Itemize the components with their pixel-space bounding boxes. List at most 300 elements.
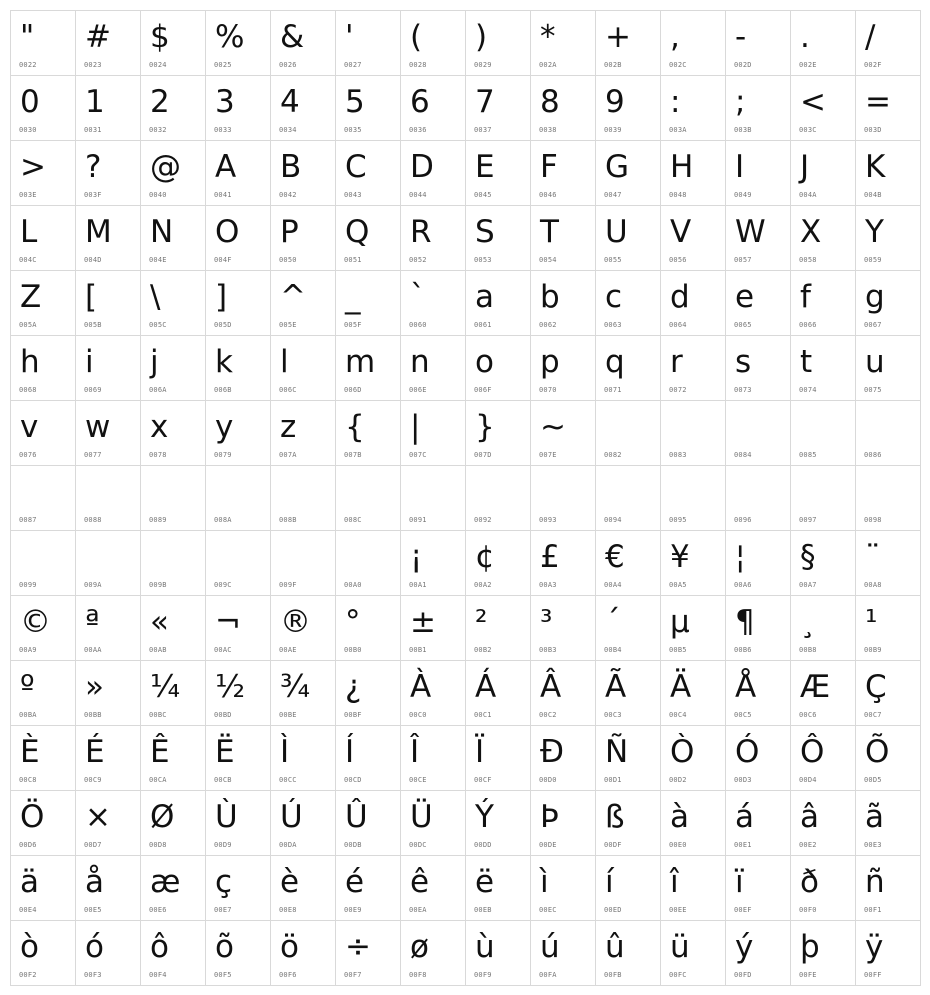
glyph-character: €: [605, 539, 625, 575]
glyph-codepoint: 009C: [214, 581, 232, 589]
glyph-codepoint: 00B0: [344, 646, 362, 654]
glyph-codepoint: 00BD: [214, 711, 232, 719]
glyph-codepoint: 0063: [604, 321, 622, 329]
glyph-character: L: [20, 214, 38, 250]
glyph-codepoint: 00C7: [864, 711, 882, 719]
glyph-character: N: [150, 214, 174, 250]
glyph-character: =: [865, 84, 891, 120]
glyph-character: ½: [215, 669, 246, 705]
glyph-cell: [466, 921, 531, 986]
glyph-cell: [791, 921, 856, 986]
glyph-codepoint: 0045: [474, 191, 492, 199]
glyph-character: Á: [475, 669, 497, 705]
glyph-character: ä: [20, 864, 39, 900]
glyph-codepoint: 0064: [669, 321, 687, 329]
glyph-codepoint: 0056: [669, 256, 687, 264]
glyph-cell: [726, 11, 791, 76]
glyph-cell: [661, 596, 726, 661]
glyph-codepoint: 006E: [409, 386, 427, 394]
glyph-cell: [466, 596, 531, 661]
glyph-codepoint: 00A1: [409, 581, 427, 589]
glyph-codepoint: 002A: [539, 61, 557, 69]
glyph-character: è: [280, 864, 300, 900]
glyph-cell: [726, 596, 791, 661]
glyph-codepoint: 0053: [474, 256, 492, 264]
glyph-cell: [271, 11, 336, 76]
glyph-codepoint: 00E5: [84, 906, 102, 914]
glyph-codepoint: 00CA: [149, 776, 167, 784]
glyph-character: ×: [85, 799, 111, 835]
glyph-codepoint: 0032: [149, 126, 167, 134]
glyph-codepoint: 002F: [864, 61, 882, 69]
glyph-cell: [141, 596, 206, 661]
glyph-codepoint: 00BF: [344, 711, 362, 719]
glyph-character: 0: [20, 84, 40, 120]
glyph-character: G: [605, 149, 630, 185]
glyph-codepoint: 0088: [84, 516, 102, 524]
glyph-codepoint: 003A: [669, 126, 687, 134]
glyph-codepoint: 0057: [734, 256, 752, 264]
glyph-cell: [791, 726, 856, 791]
glyph-cell: [596, 596, 661, 661]
glyph-codepoint: 00D4: [799, 776, 817, 784]
glyph-character: 8: [540, 84, 560, 120]
glyph-cell: [76, 401, 141, 466]
glyph-cell: [596, 531, 661, 596]
glyph-cell: [791, 11, 856, 76]
glyph-character: ë: [475, 864, 495, 900]
glyph-cell: [661, 271, 726, 336]
glyph-cell: [76, 206, 141, 271]
glyph-character: 5: [345, 84, 365, 120]
glyph-codepoint: 00D0: [539, 776, 557, 784]
glyph-cell: [531, 726, 596, 791]
glyph-character: ß: [605, 799, 625, 835]
glyph-character: U: [605, 214, 628, 250]
glyph-codepoint: 004A: [799, 191, 817, 199]
glyph-codepoint: 003C: [799, 126, 817, 134]
glyph-cell: [466, 856, 531, 921]
glyph-character: -: [735, 19, 747, 55]
glyph-codepoint: 00CB: [214, 776, 232, 784]
glyph-cell: [661, 531, 726, 596]
glyph-character: F: [540, 149, 558, 185]
glyph-cell: [791, 141, 856, 206]
glyph-codepoint: 0066: [799, 321, 817, 329]
glyph-character: »: [85, 669, 104, 705]
glyph-cell: [141, 336, 206, 401]
glyph-codepoint: 003D: [864, 126, 882, 134]
glyph-cell: [596, 661, 661, 726]
glyph-cell: [856, 531, 921, 596]
glyph-character: 6: [410, 84, 430, 120]
glyph-cell: [11, 726, 76, 791]
glyph-character: æ: [150, 864, 181, 900]
glyph-codepoint: 00EF: [734, 906, 752, 914]
glyph-cell: [856, 726, 921, 791]
glyph-cell: [141, 661, 206, 726]
glyph-character: Ü: [410, 799, 433, 835]
glyph-character: ¨: [865, 539, 881, 575]
glyph-codepoint: 0039: [604, 126, 622, 134]
glyph-character: Ö: [20, 799, 45, 835]
glyph-cell: [11, 466, 76, 531]
glyph-cell: [206, 466, 271, 531]
glyph-codepoint: 007E: [539, 451, 557, 459]
glyph-cell: [726, 791, 791, 856]
glyph-cell: [401, 206, 466, 271]
glyph-character: M: [85, 214, 112, 250]
glyph-codepoint: 0094: [604, 516, 622, 524]
glyph-character: A: [215, 149, 237, 185]
glyph-character: Å: [735, 669, 757, 705]
glyph-cell: [141, 531, 206, 596]
glyph-cell: [336, 206, 401, 271]
glyph-cell: [271, 596, 336, 661]
glyph-codepoint: 00AA: [84, 646, 102, 654]
glyph-character: R: [410, 214, 432, 250]
glyph-character: @: [150, 149, 181, 185]
glyph-cell: [271, 921, 336, 986]
glyph-cell: [206, 661, 271, 726]
glyph-cell: [206, 531, 271, 596]
glyph-cell: [531, 661, 596, 726]
glyph-character: ±: [410, 604, 436, 640]
glyph-cell: [856, 271, 921, 336]
glyph-cell: [141, 76, 206, 141]
glyph-character: Ð: [540, 734, 565, 770]
glyph-cell: [661, 921, 726, 986]
glyph-cell: [466, 271, 531, 336]
glyph-character: k: [215, 344, 233, 380]
glyph-cell: [271, 856, 336, 921]
glyph-cell: [466, 661, 531, 726]
glyph-codepoint: 00EC: [539, 906, 557, 914]
glyph-codepoint: 0051: [344, 256, 362, 264]
glyph-cell: [856, 11, 921, 76]
glyph-cell: [11, 11, 76, 76]
glyph-cell: [141, 141, 206, 206]
glyph-character: J: [800, 149, 810, 185]
glyph-character: q: [605, 344, 625, 380]
glyph-codepoint: 0028: [409, 61, 427, 69]
glyph-codepoint: 0087: [19, 516, 37, 524]
glyph-cell: [336, 596, 401, 661]
glyph-codepoint: 0042: [279, 191, 297, 199]
glyph-character: #: [85, 19, 111, 55]
glyph-character: y: [215, 409, 234, 445]
glyph-codepoint: 002C: [669, 61, 687, 69]
glyph-codepoint: 00D3: [734, 776, 752, 784]
glyph-codepoint: 0085: [799, 451, 817, 459]
glyph-character: X: [800, 214, 822, 250]
glyph-character: *: [540, 19, 556, 55]
glyph-character: Í: [345, 734, 355, 770]
glyph-cell: [596, 466, 661, 531]
glyph-codepoint: 00FC: [669, 971, 687, 979]
glyph-character: à: [670, 799, 689, 835]
glyph-character: ´: [605, 604, 621, 640]
glyph-character: E: [475, 149, 495, 185]
glyph-cell: [531, 921, 596, 986]
glyph-codepoint: 00E6: [149, 906, 167, 914]
glyph-character: é: [345, 864, 365, 900]
glyph-codepoint: 00D7: [84, 841, 102, 849]
glyph-character: â: [800, 799, 819, 835]
glyph-cell: [466, 401, 531, 466]
glyph-cell: [661, 466, 726, 531]
glyph-cell: [401, 791, 466, 856]
glyph-codepoint: 0070: [539, 386, 557, 394]
glyph-codepoint: 00F6: [279, 971, 297, 979]
glyph-codepoint: 00CF: [474, 776, 492, 784]
glyph-character: ó: [85, 929, 104, 965]
glyph-cell: [11, 531, 76, 596]
glyph-codepoint: 00C9: [84, 776, 102, 784]
glyph-codepoint: 0046: [539, 191, 557, 199]
glyph-cell: [141, 206, 206, 271]
glyph-character: °: [345, 604, 361, 640]
glyph-character: ¾: [280, 669, 311, 705]
glyph-codepoint: 006B: [214, 386, 232, 394]
glyph-character: §: [800, 539, 816, 575]
glyph-character: ³: [540, 604, 553, 640]
glyph-cell: [76, 141, 141, 206]
glyph-cell: [141, 791, 206, 856]
glyph-character: ": [20, 19, 35, 55]
glyph-character: Ì: [280, 734, 290, 770]
glyph-codepoint: 009F: [279, 581, 297, 589]
glyph-codepoint: 00B6: [734, 646, 752, 654]
glyph-cell: [791, 661, 856, 726]
glyph-character: x: [150, 409, 169, 445]
glyph-cell: [466, 791, 531, 856]
glyph-character: I: [735, 149, 745, 185]
glyph-codepoint: 00E1: [734, 841, 752, 849]
glyph-character: i: [85, 344, 94, 380]
glyph-codepoint: 00C6: [799, 711, 817, 719]
glyph-character: 7: [475, 84, 495, 120]
glyph-codepoint: 00B8: [799, 646, 817, 654]
glyph-codepoint: 00F8: [409, 971, 427, 979]
glyph-character: ¿: [345, 669, 362, 705]
glyph-character: ñ: [865, 864, 885, 900]
glyph-character: ï: [735, 864, 744, 900]
glyph-cell: [596, 206, 661, 271]
glyph-cell: [401, 921, 466, 986]
glyph-cell: [206, 856, 271, 921]
glyph-character: 2: [150, 84, 170, 120]
glyph-character: ¥: [670, 539, 690, 575]
glyph-codepoint: 007D: [474, 451, 492, 459]
glyph-codepoint: 0072: [669, 386, 687, 394]
glyph-cell: [401, 401, 466, 466]
glyph-codepoint: 00C5: [734, 711, 752, 719]
glyph-character: ü: [670, 929, 690, 965]
glyph-character: É: [85, 734, 105, 770]
glyph-character: 4: [280, 84, 300, 120]
glyph-character: Ò: [670, 734, 695, 770]
glyph-codepoint: 00F1: [864, 906, 882, 914]
glyph-character: >: [20, 149, 46, 185]
glyph-cell: [726, 141, 791, 206]
glyph-cell: [856, 466, 921, 531]
glyph-character: î: [670, 864, 679, 900]
glyph-codepoint: 00C2: [539, 711, 557, 719]
glyph-codepoint: 0073: [734, 386, 752, 394]
glyph-cell: [661, 661, 726, 726]
glyph-character: 9: [605, 84, 625, 120]
glyph-character: S: [475, 214, 495, 250]
glyph-character: ©: [20, 604, 51, 640]
glyph-codepoint: 0098: [864, 516, 882, 524]
glyph-codepoint: 0041: [214, 191, 232, 199]
glyph-character: Ã: [605, 669, 627, 705]
glyph-character: .: [800, 19, 810, 55]
glyph-codepoint: 00F2: [19, 971, 37, 979]
glyph-cell: [401, 11, 466, 76]
glyph-cell: [791, 596, 856, 661]
glyph-character: W: [735, 214, 766, 250]
glyph-cell: [76, 856, 141, 921]
glyph-cell: [856, 401, 921, 466]
glyph-codepoint: 00A6: [734, 581, 752, 589]
glyph-cell: [271, 531, 336, 596]
glyph-cell: [206, 271, 271, 336]
glyph-codepoint: 00F9: [474, 971, 492, 979]
glyph-cell: [596, 921, 661, 986]
glyph-codepoint: 00DC: [409, 841, 427, 849]
glyph-cell: [336, 76, 401, 141]
glyph-cell: [401, 271, 466, 336]
glyph-character: ,: [670, 19, 680, 55]
glyph-codepoint: 0069: [84, 386, 102, 394]
glyph-cell: [271, 336, 336, 401]
glyph-codepoint: 007A: [279, 451, 297, 459]
glyph-character: £: [540, 539, 560, 575]
glyph-codepoint: 00F7: [344, 971, 362, 979]
glyph-cell: [466, 726, 531, 791]
glyph-character: Â: [540, 669, 562, 705]
glyph-cell: [531, 76, 596, 141]
glyph-cell: [726, 76, 791, 141]
glyph-character: Y: [865, 214, 884, 250]
glyph-cell: [271, 791, 336, 856]
glyph-character: B: [280, 149, 302, 185]
glyph-cell: [726, 336, 791, 401]
glyph-cell: [401, 76, 466, 141]
glyph-codepoint: 005F: [344, 321, 362, 329]
glyph-codepoint: 00CC: [279, 776, 297, 784]
glyph-cell: [206, 401, 271, 466]
glyph-codepoint: 007C: [409, 451, 427, 459]
glyph-codepoint: 00BB: [84, 711, 102, 719]
glyph-cell: [76, 11, 141, 76]
glyph-character: Ó: [735, 734, 760, 770]
glyph-character: ': [345, 19, 354, 55]
glyph-cell: [76, 271, 141, 336]
glyph-cell: [141, 11, 206, 76]
glyph-character: Ù: [215, 799, 238, 835]
glyph-character: Þ: [540, 799, 559, 835]
glyph-codepoint: 00A7: [799, 581, 817, 589]
glyph-codepoint: 00ED: [604, 906, 622, 914]
glyph-cell: [76, 921, 141, 986]
glyph-cell: [11, 76, 76, 141]
glyph-cell: [596, 726, 661, 791]
glyph-cell: [726, 466, 791, 531]
glyph-cell: [531, 466, 596, 531]
glyph-character: (: [410, 19, 423, 55]
glyph-character: Î: [410, 734, 420, 770]
glyph-character: ¡: [410, 539, 423, 575]
glyph-cell: [206, 141, 271, 206]
glyph-character: e: [735, 279, 755, 315]
glyph-codepoint: 00B5: [669, 646, 687, 654]
glyph-character: \: [150, 279, 161, 315]
glyph-character: l: [280, 344, 289, 380]
glyph-character: +: [605, 19, 631, 55]
glyph-codepoint: 0036: [409, 126, 427, 134]
glyph-cell: [206, 596, 271, 661]
glyph-cell: [466, 76, 531, 141]
glyph-cell: [791, 531, 856, 596]
glyph-cell: [271, 76, 336, 141]
glyph-codepoint: 006C: [279, 386, 297, 394]
glyph-codepoint: 00AE: [279, 646, 297, 654]
glyph-cell: [271, 401, 336, 466]
glyph-character: {: [345, 409, 365, 445]
glyph-codepoint: 00C0: [409, 711, 427, 719]
glyph-codepoint: 0068: [19, 386, 37, 394]
glyph-codepoint: 0082: [604, 451, 622, 459]
glyph-character: H: [670, 149, 694, 185]
glyph-cell: [401, 141, 466, 206]
glyph-codepoint: 0083: [669, 451, 687, 459]
glyph-character: ¸: [800, 604, 816, 640]
glyph-character: d: [670, 279, 690, 315]
glyph-codepoint: 0033: [214, 126, 232, 134]
glyph-cell: [531, 596, 596, 661]
glyph-character: ]: [215, 279, 228, 315]
glyph-cell: [76, 726, 141, 791]
glyph-cell: [531, 531, 596, 596]
glyph-codepoint: 00B1: [409, 646, 427, 654]
glyph-character: m: [345, 344, 376, 380]
glyph-codepoint: 00E0: [669, 841, 687, 849]
glyph-codepoint: 005D: [214, 321, 232, 329]
glyph-cell: [206, 206, 271, 271]
glyph-codepoint: 0037: [474, 126, 492, 134]
glyph-character: ö: [280, 929, 299, 965]
glyph-codepoint: 0048: [669, 191, 687, 199]
glyph-character: c: [605, 279, 623, 315]
glyph-cell: [141, 726, 206, 791]
glyph-character: õ: [215, 929, 234, 965]
glyph-character: ): [475, 19, 488, 55]
glyph-codepoint: 00B3: [539, 646, 557, 654]
glyph-codepoint: 0049: [734, 191, 752, 199]
glyph-codepoint: 00D1: [604, 776, 622, 784]
glyph-cell: [531, 271, 596, 336]
glyph-cell: [596, 856, 661, 921]
glyph-cell: [726, 856, 791, 921]
glyph-character: û: [605, 929, 625, 965]
glyph-codepoint: 00BE: [279, 711, 297, 719]
glyph-character: å: [85, 864, 104, 900]
glyph-character: Ç: [865, 669, 887, 705]
glyph-character: È: [20, 734, 40, 770]
